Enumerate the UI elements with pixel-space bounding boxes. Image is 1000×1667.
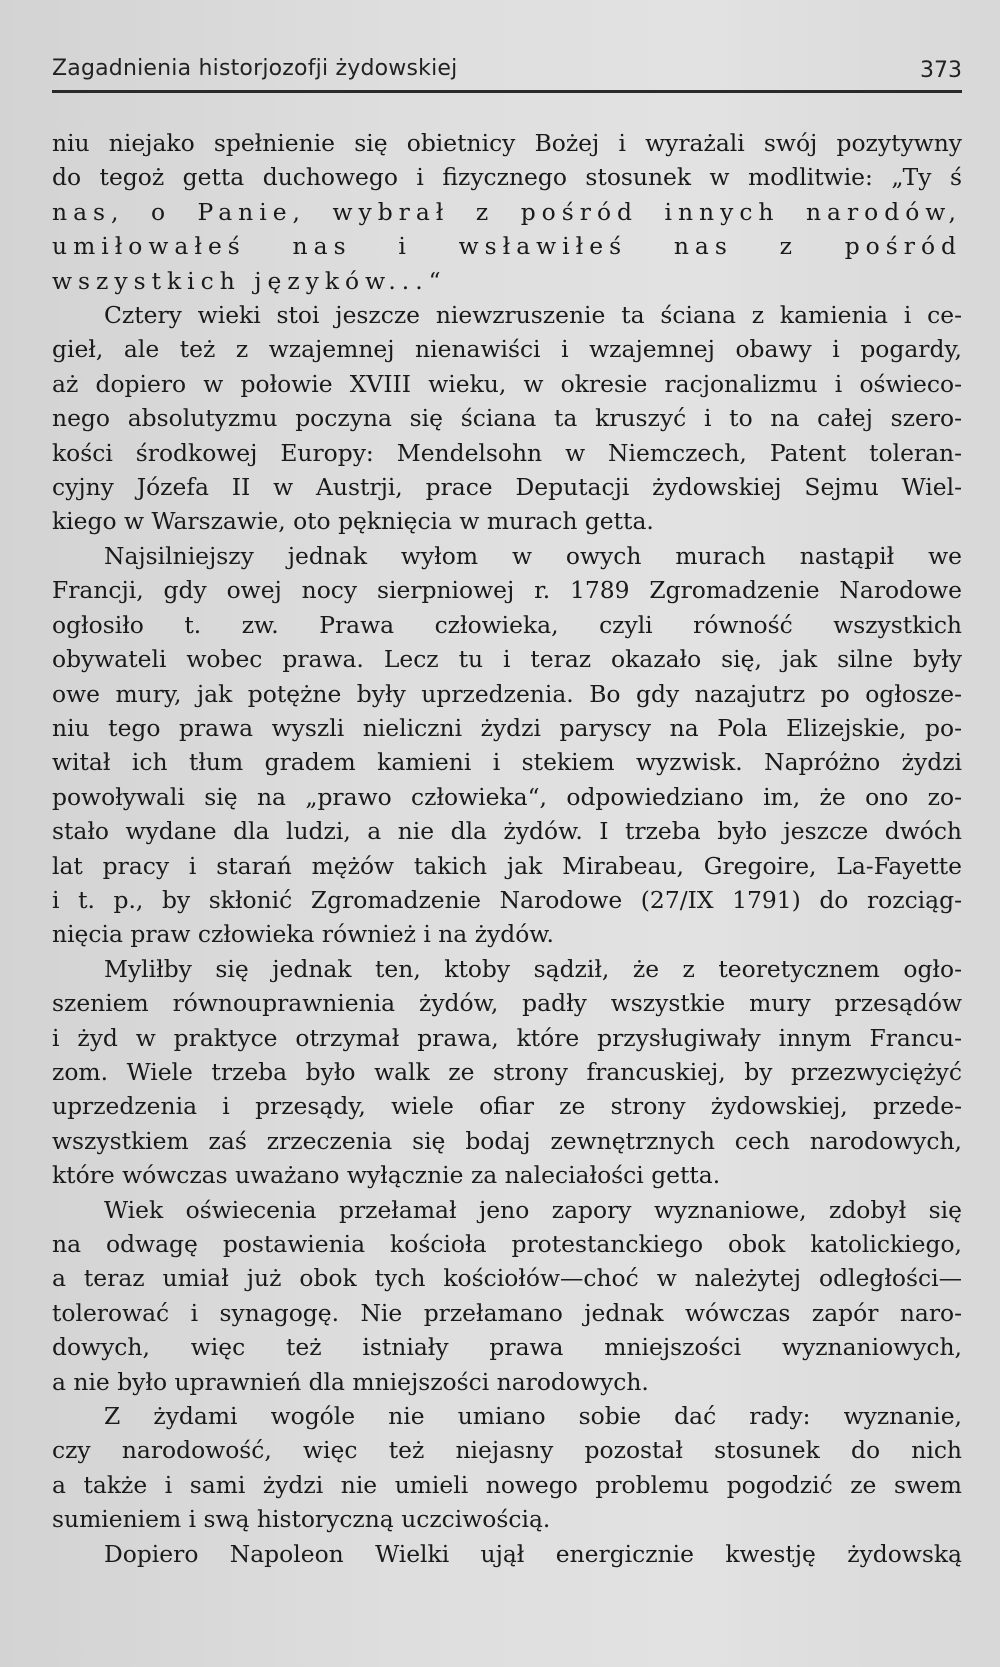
text-line: kiego w Warszawie, oto pęknięcia w murach getta.: [52, 507, 654, 536]
paragraph-4: [52, 952, 962, 1193]
paragraph-6: [52, 1399, 962, 1537]
text-line: cyjny Józefa II w Austrji, prace Deputacji żydowskiej Sejmu Wiel-: [52, 473, 962, 502]
text-line: owe mury, jak potężne były uprzedzenia. Bo gdy nazajutrz po ogłosze-: [52, 679, 962, 708]
page-number: 373: [920, 58, 962, 83]
text-line: Z żydami wogóle nie umiano sobie dać rady: wyznanie,: [104, 1402, 962, 1431]
text-line: uprzedzenia i przesądy, wiele ofiar ze strony żydowskiej, przede-: [52, 1092, 962, 1121]
running-head-title: Zagadnienia historjozofji żydowskiej: [52, 56, 458, 81]
text-line: czy narodowość, więc też niejasny pozostał stosunek do nich: [52, 1436, 962, 1465]
text-line: a także i sami żydzi nie umieli nowego problemu pogodzić ze swem: [52, 1470, 962, 1499]
text-line: obywateli wobec prawa. Lecz tu i teraz okazało się, jak silne były: [52, 645, 962, 674]
text-line-emphasis: umiłowałeś nas i wsławiłeś nas z pośród: [52, 232, 962, 261]
text-line: Wiek oświecenia przełamał jeno zapory wyznaniowe, zdobył się: [104, 1195, 962, 1224]
header-rule: [52, 90, 962, 93]
text-line: dowych, więc też istniały prawa mniejszości wyznaniowych,: [52, 1333, 962, 1362]
text-line: kości środkowej Europy: Mendelsohn w Niemczech, Patent toleran-: [52, 438, 962, 467]
text-line: tolerować i synagogę. Nie przełamano jednak wówczas zapór naro-: [52, 1298, 962, 1327]
running-head: [52, 52, 962, 94]
paragraph-3: [52, 539, 962, 952]
text-line: gieł, ale też z wzajemnej nienawiści i wzajemnej obawy i pogardy,: [52, 335, 962, 364]
text-line: a nie było uprawnień dla mniejszości narodowych.: [52, 1367, 649, 1396]
text-line: ogłosiło t. zw. Prawa człowieka, czyli równość wszystkich: [52, 610, 962, 639]
text-line: niu tego prawa wyszli nieliczni żydzi paryscy na Pola Elizejskie, po-: [52, 713, 962, 742]
text-line: nego absolutyzmu poczyna się ściana ta kruszyć i to na całej szero-: [52, 404, 962, 433]
body-text: [52, 126, 962, 1571]
text-line: i żyd w praktyce otrzymał prawa, które przysługiwały innym Francu-: [52, 1023, 962, 1052]
text-line: zom. Wiele trzeba było walk ze strony francuskiej, by przezwyciężyć: [52, 1057, 962, 1086]
text-line: i t. p., by skłonić Zgromadzenie Narodowe (27/IX 1791) do rozciąg-: [52, 885, 962, 914]
text-line: Myliłby się jednak ten, ktoby sądził, że z teoretycznem ogło-: [104, 954, 962, 983]
text-line: witał ich tłum gradem kamieni i stekiem wyzwisk. Napróżno żydzi: [52, 748, 962, 777]
paragraph-1: [52, 126, 962, 298]
text-line: do tegoż getta duchowego i fizycznego stosunek w modlitwie: „Ty ś: [52, 163, 962, 192]
paragraph-5: [52, 1193, 962, 1399]
text-line: sumieniem i swą historyczną uczciwością.: [52, 1505, 551, 1534]
text-line: Francji, gdy owej nocy sierpniowej r. 1789 Zgromadzenie Narodowe: [52, 576, 962, 605]
text-line: powoływali się na „prawo człowieka“, odpowiedziano im, że ono zo-: [52, 782, 962, 811]
text-line: Najsilniejszy jednak wyłom w owych murach nastąpił we: [104, 541, 962, 570]
text-line: stało wydane dla ludzi, a nie dla żydów. I trzeba było jeszcze dwóch: [52, 817, 962, 846]
paragraph-7: [52, 1537, 962, 1571]
text-line: szeniem równouprawnienia żydów, padły wszystkie mury przesądów: [52, 989, 962, 1018]
text-line: aż dopiero w połowie XVIII wieku, w okresie racjonalizmu i oświeco-: [52, 369, 962, 398]
text-line-emphasis: wszystkich języków...“: [52, 266, 447, 295]
text-line: niu niejako spełnienie się obietnicy Bożej i wyrażali swój pozytywny: [52, 129, 962, 157]
text-line: wszystkiem zaś zrzeczenia się bodaj zewnętrznych cech narodowych,: [52, 1126, 962, 1155]
text-line: Cztery wieki stoi jeszcze niewzruszenie ta ściana z kamienia i ce-: [104, 301, 962, 330]
text-line: a teraz umiał już obok tych kościołów—choć w należytej odległości—: [52, 1264, 962, 1293]
text-line: które wówczas uważano wyłącznie za naleciałości getta.: [52, 1161, 721, 1190]
paragraph-2: [52, 298, 962, 539]
text-line-emphasis: nas, o Panie, wybrał z pośród innych narodów,: [52, 197, 962, 226]
text-line: lat pracy i starań mężów takich jak Mirabeau, Gregoire, La-Fayette: [52, 851, 962, 880]
text-line: Dopiero Napoleon Wielki ujął energicznie kwestję żydowską: [104, 1539, 962, 1568]
text-line: nięcia praw człowieka również i na żydów.: [52, 920, 554, 949]
text-line: na odwagę postawienia kościoła protestanckiego obok katolickiego,: [52, 1230, 962, 1258]
